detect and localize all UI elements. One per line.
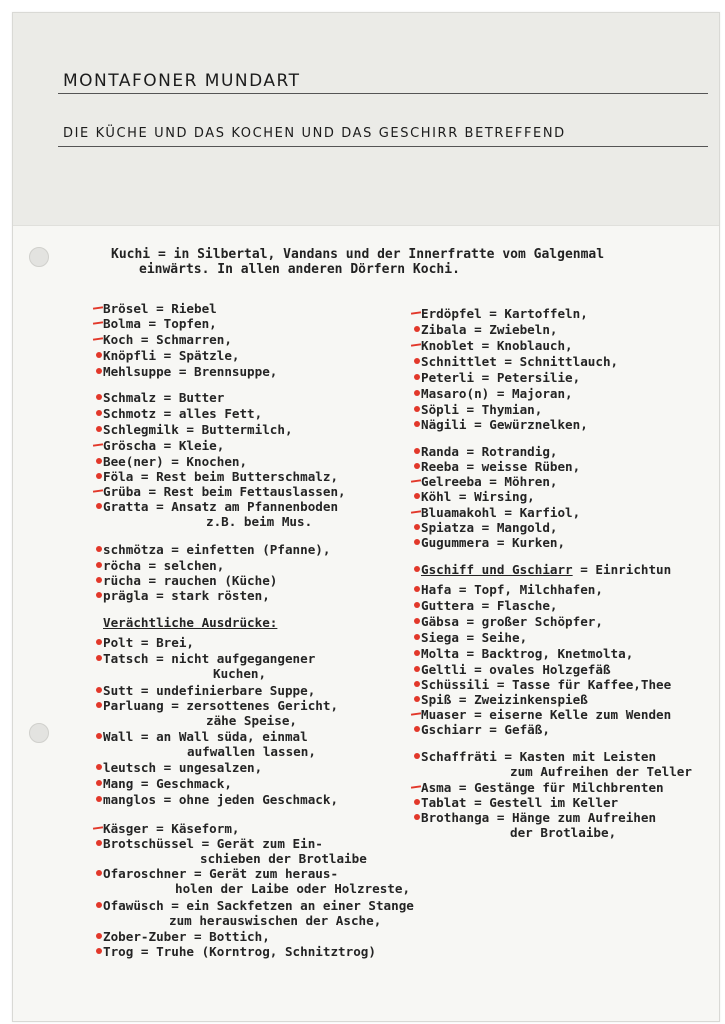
list-item: [103, 898, 414, 913]
red-marker-dot-icon: [414, 390, 420, 396]
red-marker-dot-icon: [414, 696, 420, 702]
list-item-text: Grüba = Rest beim Fettauslassen,: [103, 484, 346, 499]
list-item: [421, 489, 535, 504]
list-item-text: Schmotz = alles Fett,: [103, 406, 263, 421]
list-item-continuation: zum Aufreihen der Teller: [510, 764, 692, 779]
red-marker-dot-icon: [96, 733, 102, 739]
list-item-text: röcha = selchen,: [103, 558, 225, 573]
list-item: [103, 776, 232, 791]
header-band: [13, 13, 719, 226]
list-item: [103, 390, 224, 405]
red-marker-dot-icon: [96, 764, 102, 770]
red-marker-dot-icon: [414, 326, 420, 332]
list-item-text: Brothanga = Hänge zum Aufreihen: [421, 810, 657, 825]
red-marker-dot-icon: [96, 780, 102, 786]
list-item: [103, 454, 247, 469]
list-item: [103, 438, 224, 453]
list-item: [103, 929, 270, 944]
list-item-text: Gelreeba = Möhren,: [421, 474, 558, 489]
list-item-text: Zober-Zuber = Bottich,: [103, 929, 270, 944]
list-item-text: Knoblet = Knoblauch,: [421, 338, 573, 353]
red-marker-dot-icon: [96, 948, 102, 954]
list-item: [103, 792, 338, 807]
intro-line-2: einwärts. In allen anderen Dörfern Kochi.: [139, 262, 460, 277]
list-item-text: Mehlsuppe = Brennsuppe,: [103, 364, 278, 379]
section-heading-row: [421, 562, 671, 577]
list-item-text: Mang = Geschmack,: [103, 776, 232, 791]
red-marker-dot-icon: [96, 503, 102, 509]
red-marker-dot-icon: [414, 586, 420, 592]
list-item-continuation: zähe Speise,: [206, 713, 297, 728]
list-item: [421, 322, 557, 337]
list-item: [103, 406, 262, 421]
list-item: [421, 598, 557, 613]
red-marker-dot-icon: [414, 421, 420, 427]
list-item: [103, 348, 239, 363]
list-item: [421, 354, 618, 369]
list-item: [103, 499, 338, 514]
section-heading: Gschiff und Gschiarr: [421, 562, 573, 577]
red-marker-tick-icon: [411, 343, 421, 346]
list-item: [421, 535, 565, 550]
red-marker-tick-icon: [411, 785, 421, 788]
list-item-text: Spiatza = Mangold,: [421, 520, 558, 535]
red-marker-dot-icon: [414, 726, 420, 732]
list-item-text: Polt = Brei,: [103, 635, 194, 650]
list-item-text: Köhl = Wirsing,: [421, 489, 535, 504]
list-item-text: Föla = Rest beim Butterschmalz,: [103, 469, 339, 484]
list-item-text: Schlegmilk = Buttermilch,: [103, 422, 293, 437]
list-item-text: Söpli = Thymian,: [421, 402, 543, 417]
red-marker-tick-icon: [411, 311, 421, 314]
red-marker-dot-icon: [96, 655, 102, 661]
punch-hole-bottom: [29, 723, 49, 743]
red-marker-dot-icon: [414, 493, 420, 499]
red-marker-dot-icon: [96, 546, 102, 552]
list-item: [103, 698, 338, 713]
red-marker-dot-icon: [414, 814, 420, 820]
red-marker-tick-icon: [411, 479, 421, 482]
list-item: [103, 558, 224, 573]
list-item: [421, 474, 557, 489]
red-marker-dot-icon: [414, 406, 420, 412]
list-item: [103, 836, 323, 851]
title-underline: [58, 93, 708, 94]
list-item-continuation: Kuchen,: [213, 666, 267, 681]
list-item: [421, 646, 633, 661]
list-item-text: Tablat = Gestell im Keller: [421, 795, 619, 810]
red-marker-dot-icon: [96, 702, 102, 708]
list-item-continuation: der Brotlaibe,: [510, 825, 617, 840]
red-marker-dot-icon: [96, 458, 102, 464]
red-marker-dot-icon: [96, 933, 102, 939]
list-item-continuation: aufwallen lassen,: [187, 744, 316, 759]
list-item-text: Sutt = undefinierbare Suppe,: [103, 683, 316, 698]
red-marker-dot-icon: [414, 799, 420, 805]
list-item: [103, 332, 232, 347]
red-marker-dot-icon: [96, 902, 102, 908]
list-item: [421, 795, 618, 810]
list-item: [421, 707, 671, 722]
red-marker-tick-icon: [93, 321, 103, 324]
red-marker-dot-icon: [414, 634, 420, 640]
list-item: [421, 810, 656, 825]
red-marker-dot-icon: [414, 358, 420, 364]
intro-text: [111, 247, 604, 277]
list-item-text: leutsch = ungesalzen,: [103, 760, 263, 775]
list-item-text: Tatsch = nicht aufgegangener: [103, 651, 316, 666]
red-marker-tick-icon: [93, 826, 103, 829]
list-item: [421, 614, 603, 629]
red-marker-dot-icon: [96, 394, 102, 400]
red-marker-dot-icon: [96, 410, 102, 416]
list-item-text: manglos = ohne jeden Geschmack,: [103, 792, 339, 807]
list-item-text: Guttera = Flasche,: [421, 598, 558, 613]
document-title: MONTAFONER MUNDART: [63, 71, 301, 91]
list-item-text: Gröscha = Kleie,: [103, 438, 225, 453]
list-item-text: Zibala = Zwiebeln,: [421, 322, 558, 337]
list-item-text: Gschiarr = Gefäß,: [421, 722, 550, 737]
list-item: [421, 630, 527, 645]
list-item-text: Wall = an Wall süda, einmal: [103, 729, 308, 744]
red-marker-tick-icon: [411, 712, 421, 715]
red-marker-tick-icon: [93, 489, 103, 492]
list-item: [421, 692, 588, 707]
list-item-text: Asma = Gestänge für Milchbrenten: [421, 780, 664, 795]
list-item: [421, 338, 573, 353]
list-item: [421, 505, 580, 520]
list-item-text: = Einrichtun: [572, 562, 672, 577]
red-marker-dot-icon: [96, 840, 102, 846]
list-item-text: Schmalz = Butter: [103, 390, 225, 405]
list-item-text: Peterli = Petersilie,: [421, 370, 581, 385]
intro-line-1: Kuchi = in Silbertal, Vandans und der Innerfratte vom Galgenmal: [111, 247, 605, 262]
red-marker-dot-icon: [414, 602, 420, 608]
list-item-text: Trog = Truhe (Korntrog, Schnitztrog): [103, 944, 376, 959]
list-item: [421, 306, 588, 321]
list-item-text: prägla = stark rösten,: [103, 588, 270, 603]
list-item-text: Schnittlet = Schnittlauch,: [421, 354, 619, 369]
list-item-continuation: zum herauswischen der Asche,: [169, 913, 382, 928]
list-item-text: Siega = Seihe,: [421, 630, 528, 645]
list-item-text: Gäbsa = großer Schöpfer,: [421, 614, 603, 629]
red-marker-tick-icon: [93, 337, 103, 340]
list-item-text: Knöpfli = Spätzle,: [103, 348, 240, 363]
red-marker-dot-icon: [414, 753, 420, 759]
red-marker-dot-icon: [414, 681, 420, 687]
red-marker-dot-icon: [96, 368, 102, 374]
list-item: [103, 821, 239, 836]
list-item-text: Muaser = eiserne Kelle zum Wenden: [421, 707, 672, 722]
subtitle-underline: [58, 146, 708, 147]
red-marker-dot-icon: [414, 374, 420, 380]
document-page: [12, 12, 720, 1022]
list-item-text: Schaffräti = Kasten mit Leisten: [421, 749, 657, 764]
list-item-text: schmötza = einfetten (Pfanne),: [103, 542, 331, 557]
section-heading: Verächtliche Ausdrücke:: [103, 615, 278, 630]
list-item: [103, 944, 376, 959]
list-item: [421, 386, 573, 401]
list-item: [103, 469, 338, 484]
red-marker-tick-icon: [93, 306, 103, 309]
red-marker-dot-icon: [96, 562, 102, 568]
red-marker-dot-icon: [414, 566, 420, 572]
list-item: [103, 635, 194, 650]
list-item-text: Brösel = Riebel: [103, 301, 217, 316]
list-item-text: Molta = Backtrog, Knetmolta,: [421, 646, 634, 661]
list-item: [421, 417, 588, 432]
red-marker-dot-icon: [414, 463, 420, 469]
list-item-text: Masaro(n) = Majoran,: [421, 386, 573, 401]
red-marker-dot-icon: [414, 666, 420, 672]
list-item-text: Schüssili = Tasse für Kaffee,Thee: [421, 677, 672, 692]
list-item: [421, 444, 557, 459]
list-item: [103, 484, 346, 499]
list-item: [421, 722, 550, 737]
list-item-text: Bolma = Topfen,: [103, 316, 217, 331]
list-item-text: Spiß = Zweizinkenspieß: [421, 692, 588, 707]
red-marker-dot-icon: [414, 618, 420, 624]
list-item-text: Reeba = weisse Rüben,: [421, 459, 581, 474]
list-item: [103, 588, 270, 603]
list-item-text: Parluang = zersottenes Gericht,: [103, 698, 339, 713]
list-item: [103, 542, 330, 557]
list-item: [103, 573, 277, 588]
red-marker-dot-icon: [96, 577, 102, 583]
list-item: [421, 582, 603, 597]
red-marker-dot-icon: [96, 426, 102, 432]
red-marker-dot-icon: [414, 448, 420, 454]
list-item-text: Gratta = Ansatz am Pfannenboden: [103, 499, 339, 514]
list-item-text: Erdöpfel = Kartoffeln,: [421, 306, 588, 321]
list-item-continuation: schieben der Brotlaibe: [200, 851, 367, 866]
list-item-text: Ofaroschner = Gerät zum heraus-: [103, 866, 339, 881]
list-item: [103, 760, 262, 775]
red-marker-dot-icon: [96, 870, 102, 876]
list-item: [103, 422, 293, 437]
red-marker-dot-icon: [96, 352, 102, 358]
list-item-continuation: z.B. beim Mus.: [206, 514, 313, 529]
list-item-text: Hafa = Topf, Milchhafen,: [421, 582, 603, 597]
list-item-text: Nägili = Gewürznelken,: [421, 417, 588, 432]
red-marker-dot-icon: [96, 473, 102, 479]
list-item: [421, 370, 580, 385]
red-marker-tick-icon: [411, 510, 421, 513]
list-item-text: rücha = rauchen (Küche): [103, 573, 278, 588]
list-item-text: Bee(ner) = Knochen,: [103, 454, 248, 469]
red-marker-dot-icon: [96, 796, 102, 802]
red-marker-dot-icon: [414, 650, 420, 656]
list-item: [103, 683, 315, 698]
red-marker-dot-icon: [414, 524, 420, 530]
punch-hole-top: [29, 247, 49, 267]
red-marker-dot-icon: [96, 592, 102, 598]
list-item: [103, 651, 315, 666]
list-item: [103, 364, 277, 379]
list-item-text: Koch = Schmarren,: [103, 332, 232, 347]
list-item-text: Bluamakohl = Karfiol,: [421, 505, 581, 520]
list-item: [421, 780, 664, 795]
red-marker-tick-icon: [93, 443, 103, 446]
list-item-text: Randa = Rotrandig,: [421, 444, 558, 459]
red-marker-dot-icon: [414, 539, 420, 545]
list-item: [421, 749, 656, 764]
list-item-text: Ofawüsch = ein Sackfetzen an einer Stange: [103, 898, 414, 913]
list-item: [421, 402, 542, 417]
list-item: [421, 520, 557, 535]
list-item: [103, 729, 308, 744]
red-marker-dot-icon: [96, 687, 102, 693]
list-item: [421, 662, 611, 677]
list-item: [103, 301, 217, 316]
list-item: [103, 866, 338, 881]
list-item-text: Käsger = Käseform,: [103, 821, 240, 836]
list-item-text: Geltli = ovales Holzgefäß: [421, 662, 611, 677]
list-item-text: Brotschüssel = Gerät zum Ein-: [103, 836, 323, 851]
list-item-text: Gugummera = Kurken,: [421, 535, 566, 550]
list-item: [421, 677, 671, 692]
list-item: [421, 459, 580, 474]
red-marker-dot-icon: [96, 639, 102, 645]
list-item: [103, 316, 217, 331]
list-item-continuation: holen der Laibe oder Holzreste,: [175, 881, 411, 896]
document-subtitle: DIE KÜCHE UND DAS KOCHEN UND DAS GESCHIRR BETREFFEND: [63, 126, 566, 141]
